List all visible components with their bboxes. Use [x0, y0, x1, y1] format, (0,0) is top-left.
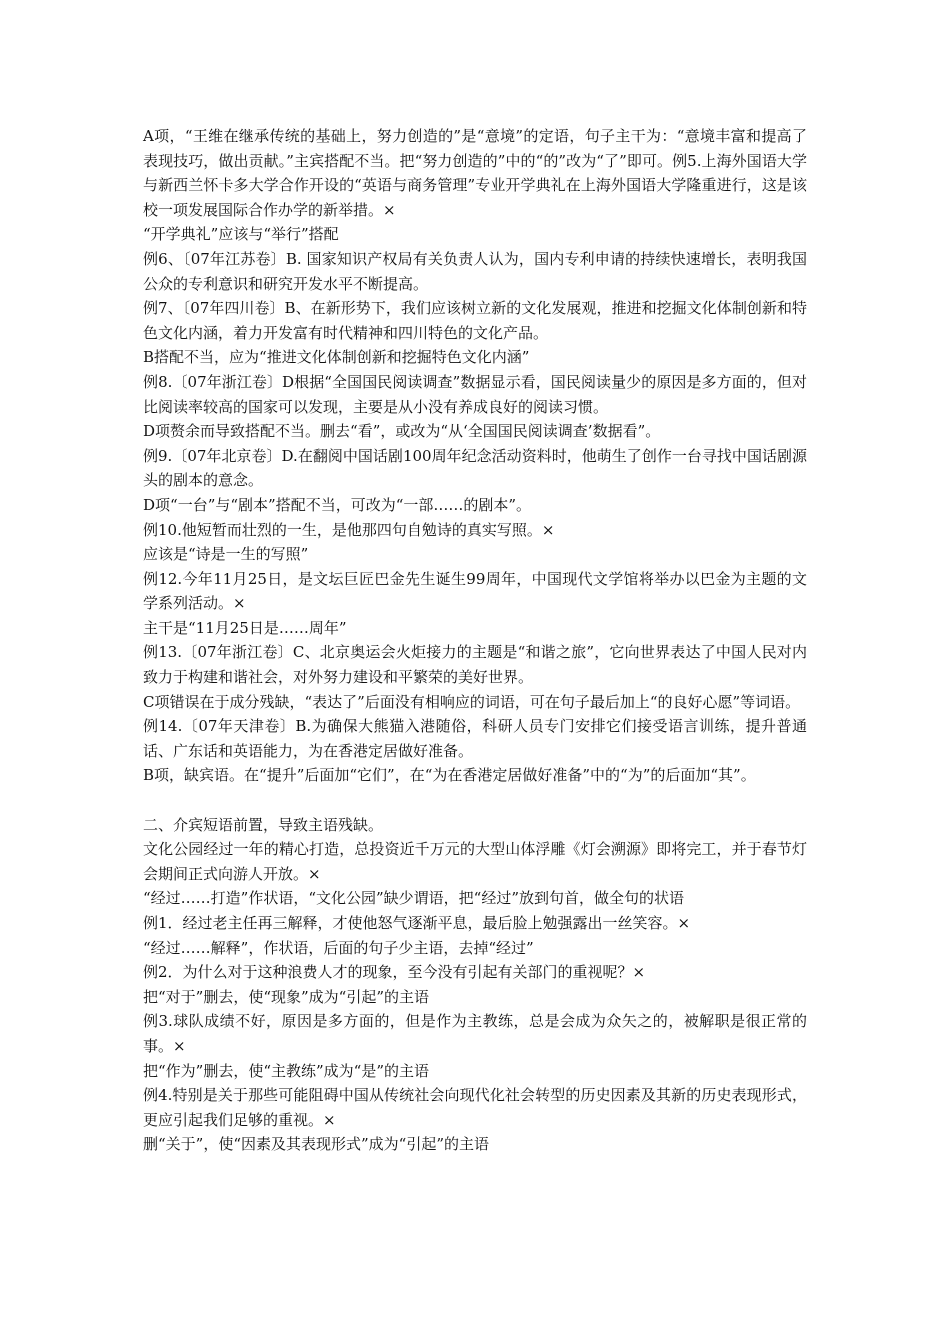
paragraph: 例10.他短暂而壮烈的一生，是他那四句自勉诗的真实写照。×	[143, 520, 555, 539]
paragraph: 例14.〔07年天津卷〕B.为确保大熊猫入港随俗，科研人员专门安排它们接受语言训练，提升普通话、广东话和英语能力，为在香港定居做好准备。	[143, 717, 807, 760]
paragraph: C项错误在于成分残缺，“表达了”后面没有相响应的词语，可在句子最后加上“的良好心愿”等词语。	[143, 692, 801, 711]
paragraph: B搭配不当，应为“推进文化体制创新和挖掘特色文化内涵”	[143, 348, 530, 367]
paragraph: 例2．为什么对于这种浪费人才的现象，至今没有引起有关部门的重视呢？×	[143, 963, 646, 982]
paragraph: D项“一台”与“剧本”搭配不当，可改为“一部……的剧本”。	[143, 495, 532, 514]
paragraph: 例3.球队成绩不好，原因是多方面的，但是作为主教练，总是会成为众矢之的，被解职是很正常的事。×	[143, 1012, 807, 1055]
paragraph: 删“关于”，使“因素及其表现形式”成为“引起”的主语	[143, 1135, 490, 1154]
paragraph: 主干是“11月25日是……周年”	[143, 618, 347, 637]
paragraph: 把“对于”删去，使“现象”成为“引起”的主语	[143, 987, 430, 1006]
paragraph: 例4.特别是关于那些可能阻碍中国从传统社会向现代化社会转型的历史因素及其新的历史表现形式，更应引起我们足够的重视。×	[143, 1086, 807, 1129]
paragraph: “经过……解释”，作状语，后面的句子少主语，去掉“经过”	[143, 938, 534, 957]
blank-line	[143, 788, 807, 813]
paragraph: 例9.〔07年北京卷〕D.在翻阅中国话剧100周年纪念活动资料时，他萌生了创作一台寻找中国话剧源头的剧本的意念。	[143, 446, 807, 490]
paragraph: 例1．经过老主任再三解释，才使他怒气逐渐平息，最后脸上勉强露出一丝笑容。×	[143, 914, 691, 932]
paragraph: A项，“王维在继承传统的基础上，努力创造的”是“意境”的定语，句子主干为：“意境丰富和提高了表现技巧，做出贡献。”主宾搭配不当。把“努力创造的”中的“的”改为“了”即可。例5.上海外国语大学与新西兰怀卡多大学合作开设的“英语与商务管理”专业开学典礼在上海外国语大学隆重进行，这是该校一项发展国际合作办学的新举措。×	[143, 127, 807, 219]
paragraph: 例12.今年11月25日，是文坛巨匠巴金先生诞生99周年，中国现代文学馆将举办以巴金为主题的文学系列活动。×	[143, 569, 807, 613]
paragraph: 例13.〔07年浙江卷〕C、北京奥运会火炬接力的主题是“和谐之旅”，它向世界表达了中国人民对内致力于构建和谐社会，对外努力建设和平繁荣的美好世界。	[143, 643, 807, 687]
paragraph: “开学典礼”应该与“举行”搭配	[143, 225, 339, 244]
document-body	[143, 124, 807, 1157]
paragraph: D项赘余而导致搭配不当。删去“看”，或改为“从‘全国国民阅读调查’数据看”。	[143, 422, 661, 441]
paragraph: 把“作为”删去，使“主教练”成为“是”的主语	[143, 1061, 430, 1080]
section-heading: 二、介宾短语前置，导致主语残缺。	[143, 815, 384, 834]
paragraph: B项，缺宾语。在“提升”后面加“它们”，在“为在香港定居做好准备”中的“为”的后面加“其”。	[143, 766, 756, 785]
paragraph: 例6、〔07年江苏卷〕B. 国家知识产权局有关负责人认为，国内专利申请的持续快速增长，表明我国公众的专利意识和研究开发水平不断提高。	[143, 249, 807, 293]
paragraph: 文化公园经过一年的精心打造，总投资近千万元的大型山体浮雕《灯会溯源》即将完工，并于春节灯会期间正式向游人开放。×	[143, 840, 807, 883]
paragraph: 例8.〔07年浙江卷〕D根据“全国国民阅读调查”数据显示看，国民阅读量少的原因是多方面的，但对比阅读率较高的国家可以发现，主要是从小没有养成良好的阅读习惯。	[143, 372, 807, 416]
paragraph: 例7、〔07年四川卷〕B、在新形势下，我们应该树立新的文化发展观，推进和挖掘文化体制创新和特色文化内涵，着力开发富有时代精神和四川特色的文化产品。	[143, 299, 807, 342]
paragraph: 应该是“诗是一生的写照”	[143, 545, 309, 564]
paragraph: “经过……打造”作状语，“文化公园”缺少谓语，把“经过”放到句首，做全句的状语	[143, 889, 685, 908]
